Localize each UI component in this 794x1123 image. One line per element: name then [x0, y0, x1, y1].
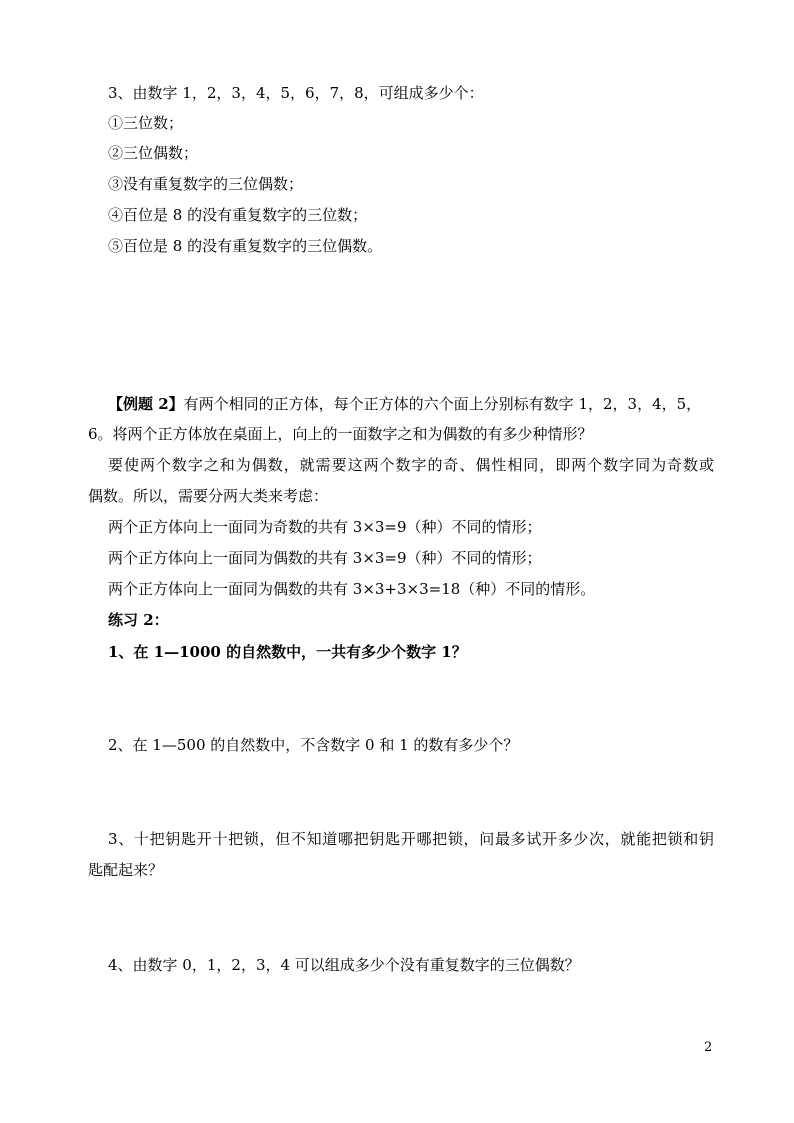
page-number: 2 [704, 1040, 713, 1055]
example-2-analysis-line-1: 要使两个数字之和为偶数，就需要这两个数字的奇、偶性相同，即两个数字同为奇数或 [108, 456, 714, 474]
example-2-question-line-2: 6。将两个正方体放在桌面上，向上的一面数字之和为偶数的有多少种情形？ [88, 425, 593, 443]
exercise-item-4: ④百位是 8 的没有重复数字的三位数； [108, 206, 368, 224]
example-2-analysis-line-2: 偶数。所以，需要分两大类来考虑： [88, 487, 329, 505]
practice-2-title: 练习 2： [108, 611, 169, 629]
practice-question-3-line-1: 3、十把钥匙开十把锁，但不知道哪把钥匙开哪把锁，问最多试开多少次，就能把锁和钥 [108, 830, 714, 848]
example-2-question-text: 有两个相同的正方体，每个正方体的六个面上分别标有数字 1，2，3，4，5， [183, 395, 702, 413]
exercise-question-3-title: 3、由数字 1，2，3，4，5，6，7，8，可组成多少个： [108, 84, 484, 102]
exercise-item-2: ②三位偶数； [108, 144, 199, 162]
exercise-item-5: ⑤百位是 8 的没有重复数字的三位偶数。 [108, 237, 383, 255]
example-2-case-2: 两个正方体向上一面同为偶数的共有 3×3=9（种）不同的情形； [108, 549, 542, 567]
example-2-label: 【例题 2】 [108, 395, 184, 413]
example-2-case-1: 两个正方体向上一面同为奇数的共有 3×3=9（种）不同的情形； [108, 518, 542, 536]
practice-question-3-line-2: 匙配起来？ [88, 861, 164, 879]
practice-question-4: 4、由数字 0，1，2，3，4 可以组成多少个没有重复数字的三位偶数？ [108, 956, 580, 974]
exercise-item-3: ③没有重复数字的三位偶数； [108, 175, 304, 193]
example-2-question-line-1 [108, 394, 701, 414]
practice-question-2: 2、在 1—500 的自然数中，不含数字 0 和 1 的数有多少个？ [108, 736, 519, 754]
exercise-item-1: ①三位数； [108, 114, 184, 132]
example-2-conclusion: 两个正方体向上一面同为偶数的共有 3×3+3×3=18（种）不同的情形。 [108, 580, 596, 598]
practice-question-1: 1、在 1—1000 的自然数中，一共有多少个数字 1？ [108, 643, 467, 661]
